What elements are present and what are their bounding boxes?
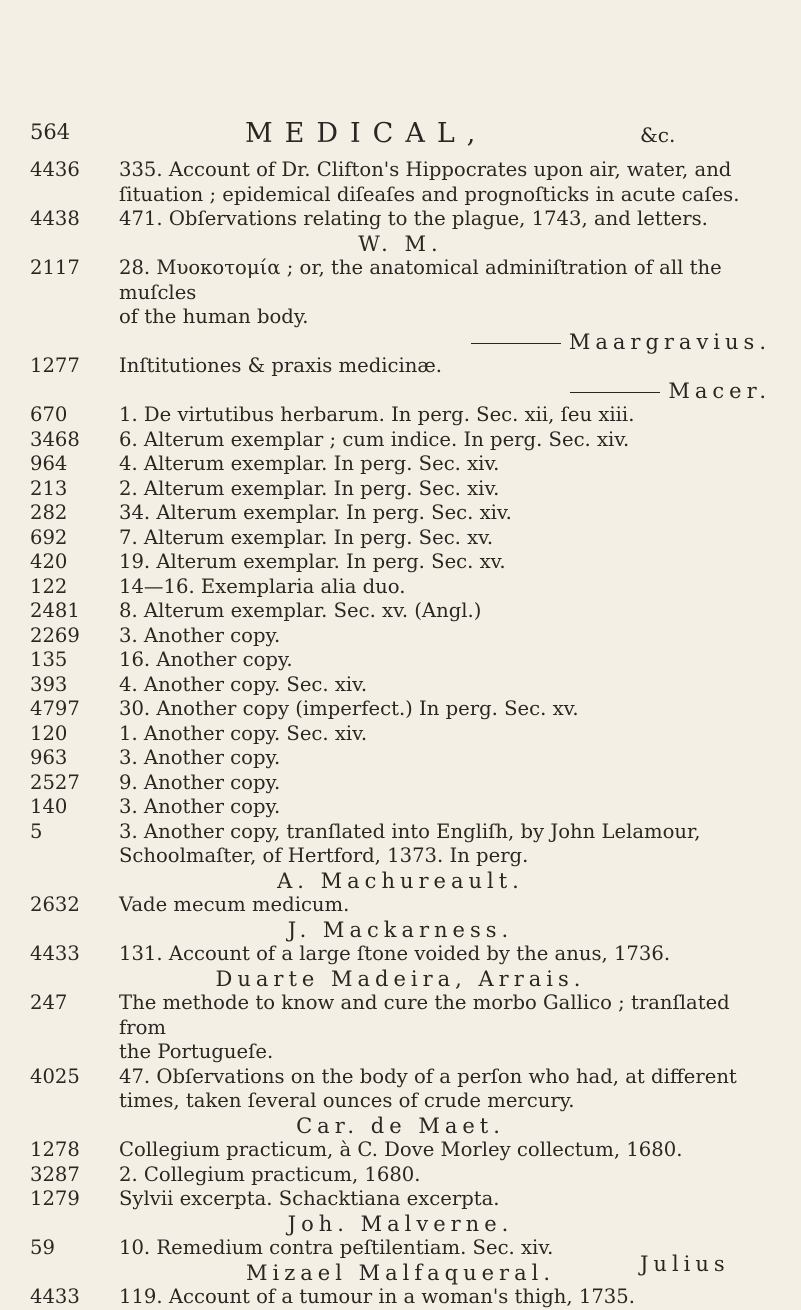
catalogue-entry	[0, 501, 801, 526]
entry-text-line: times, taken ſeveral ounces of crude mercury.	[119, 1089, 575, 1112]
entry-text-line: 119. Account of a tumour in a woman's thigh, 1735.	[119, 1285, 635, 1308]
catalogue-entry	[0, 207, 801, 232]
catalogue-entry	[0, 820, 801, 869]
entry-text-line: 4. Alterum exemplar. In perg. Sec. xiv.	[119, 452, 500, 475]
catalogue-entry	[0, 1065, 801, 1114]
entry-text-line: 1. Another copy. Sec. xiv.	[119, 721, 368, 745]
author-name: A. Machureault.	[277, 868, 524, 893]
author-heading	[0, 918, 801, 943]
catalogue-entry	[0, 158, 801, 207]
catalogue-entry	[0, 1187, 801, 1212]
entry-number: 1279	[30, 1187, 80, 1210]
entry-text-line: ſituation ; epidemical diſeaſes and prognoſticks in acute caſes.	[119, 182, 740, 206]
author-heading	[0, 330, 801, 355]
catalogue-entry	[0, 771, 801, 796]
entry-text-line: Schoolmaſter, of Hertford, 1373. In perg.	[119, 844, 529, 867]
catalogue-entry	[0, 1285, 801, 1310]
catalogue-entry	[0, 428, 801, 453]
catalogue-entry	[0, 624, 801, 649]
entry-text-line: 28. Μυοκοτομία ; or, the anatomical adminiſtration of all the muſcles	[119, 256, 722, 304]
ditto-rule	[471, 343, 561, 344]
page-number: 564	[30, 120, 71, 144]
author-heading	[0, 1212, 801, 1237]
entry-number: 964	[30, 452, 68, 475]
entry-number: 120	[30, 721, 68, 745]
entry-number: 1277	[30, 354, 80, 377]
author-name: J. Mackarness.	[287, 917, 514, 942]
entry-text-line: 1. De virtutibus herbarum. In perg. Sec. xii, ſeu xiii.	[119, 403, 635, 426]
entry-text-line: The methode to know and cure the morbo Gallico ; tranſlated from	[119, 991, 730, 1039]
entry-text-line: 335. Account of Dr. Clifton's Hippocrates upon air, water, and	[119, 158, 732, 181]
catalogue-entry	[0, 1163, 801, 1188]
entry-number: 135	[30, 648, 68, 671]
entry-number: 393	[30, 672, 68, 696]
catalogue-entry	[0, 673, 801, 698]
entry-number: 3468	[30, 427, 80, 451]
author-name: Duarte Madeira, Arrais.	[215, 966, 586, 991]
catalogue-entry	[0, 697, 801, 722]
catalogue-entry	[0, 477, 801, 502]
entry-text-line: 16. Another copy.	[119, 648, 293, 671]
entry-text-line: 8. Alterum exemplar. Sec. xv. (Angl.)	[119, 599, 482, 622]
page-header	[30, 118, 770, 152]
entry-text-line: 4. Another copy. Sec. xiv.	[119, 672, 368, 696]
entry-text-line: 3. Another copy.	[119, 623, 281, 647]
catalogue-entry	[0, 795, 801, 820]
entry-text-line: 3. Another copy.	[119, 795, 281, 818]
entry-text-line: Inſtitutiones & praxis medicinæ.	[119, 354, 443, 377]
entry-text-line: 34. Alterum exemplar. In perg. Sec. xiv.	[119, 501, 512, 524]
entry-number: 692	[30, 525, 68, 549]
entry-text-line: Sylvii excerpta. Schacktiana excerpta.	[119, 1187, 500, 1210]
entry-number: 5	[30, 819, 43, 843]
entry-number: 4438	[30, 207, 80, 230]
catalogue-entry	[0, 575, 801, 600]
author-name: W. M.	[358, 231, 443, 256]
entry-text-line: 131. Account of a large ſtone voided by the anus, 1736.	[119, 942, 671, 965]
catalogue-entry	[0, 746, 801, 771]
entry-text-line: 6. Alterum exemplar ; cum indice. In perg. Sec. xiv.	[119, 427, 630, 451]
entry-number: 4433	[30, 1285, 80, 1308]
entry-number: 670	[30, 403, 68, 426]
ditto-rule	[570, 392, 660, 393]
entry-number: 2632	[30, 893, 80, 916]
author-heading	[0, 1114, 801, 1139]
catalogue-entry	[0, 648, 801, 673]
entry-number: 4025	[30, 1064, 80, 1088]
entry-text-line: the Portugueſe.	[119, 1040, 274, 1063]
entry-number: 4433	[30, 942, 80, 965]
entry-number: 4436	[30, 158, 80, 181]
entry-text-line: of the human body.	[119, 305, 309, 328]
author-heading	[0, 379, 801, 404]
entry-text-line: 3. Another copy, tranſlated into Engliſh, by John Lelamour,	[119, 819, 701, 843]
entry-text-line: 30. Another copy (imperfect.) In perg. Sec. xv.	[119, 697, 579, 720]
entry-text-line: 2. Collegium practicum, 1680.	[119, 1162, 421, 1186]
entry-text-line: 47. Obſervations on the body of a perſon who had, at different	[119, 1064, 737, 1088]
entry-number: 2481	[30, 599, 80, 622]
entry-number: 247	[30, 991, 68, 1014]
entry-number: 140	[30, 795, 68, 818]
entry-number: 4797	[30, 697, 80, 720]
running-title: MEDICAL,	[245, 118, 488, 149]
catalogue-entry	[0, 599, 801, 624]
catchword: Julius	[640, 1252, 730, 1276]
catalogue-entry	[0, 526, 801, 551]
catalogue-entry	[0, 354, 801, 379]
author-name: Car. de Maet.	[296, 1113, 505, 1138]
author-name: Mizael Malfaqueral.	[246, 1260, 555, 1285]
entry-text-line: 9. Another copy.	[119, 770, 281, 794]
entry-text-line: 19. Alterum exemplar. In perg. Sec. xv.	[119, 550, 506, 573]
entry-number: 213	[30, 476, 68, 500]
catalogue-entry	[0, 893, 801, 918]
entry-text-line: 7. Alterum exemplar. In perg. Sec. xv.	[119, 525, 494, 549]
author-name: Joh. Malverne.	[287, 1211, 514, 1236]
entry-number: 2269	[30, 623, 80, 647]
entry-text-line: Vade mecum medicum.	[119, 893, 350, 916]
entry-number: 420	[30, 550, 68, 573]
entry-number: 1278	[30, 1138, 80, 1161]
entry-number: 963	[30, 746, 68, 769]
entry-text-line: 3. Another copy.	[119, 746, 281, 769]
catalogue-entry	[0, 452, 801, 477]
catalogue-entry	[0, 256, 801, 330]
entry-number: 2527	[30, 770, 80, 794]
entry-text-line: 471. Obſervations relating to the plague, 1743, and letters.	[119, 207, 708, 230]
catalogue-entry	[0, 403, 801, 428]
catalogue-entry	[0, 550, 801, 575]
catalogue-entries	[0, 158, 801, 1310]
entry-number: 3287	[30, 1162, 80, 1186]
catalogue-entry	[0, 942, 801, 967]
author-heading	[0, 869, 801, 894]
catalogue-entry	[0, 722, 801, 747]
catalogue-entry	[0, 1138, 801, 1163]
author-heading	[0, 967, 801, 992]
entry-number: 59	[30, 1236, 55, 1259]
entry-text-line: 2. Alterum exemplar. In perg. Sec. xiv.	[119, 476, 500, 500]
entry-text-line: 14—16. Exemplaria alia duo.	[119, 574, 406, 598]
author-name: Maargravius.	[568, 329, 771, 354]
entry-number: 282	[30, 501, 68, 524]
running-title-etc: &c.	[640, 123, 676, 147]
catalogue-entry	[0, 991, 801, 1065]
author-heading	[0, 232, 801, 257]
entry-text-line: 10. Remedium contra peſtilentiam. Sec. xiv.	[119, 1236, 554, 1259]
entry-text-line: Collegium practicum, à C. Dove Morley collectum, 1680.	[119, 1138, 683, 1161]
entry-number: 122	[30, 574, 68, 598]
entry-number: 2117	[30, 256, 80, 279]
author-name: Macer.	[668, 378, 771, 403]
